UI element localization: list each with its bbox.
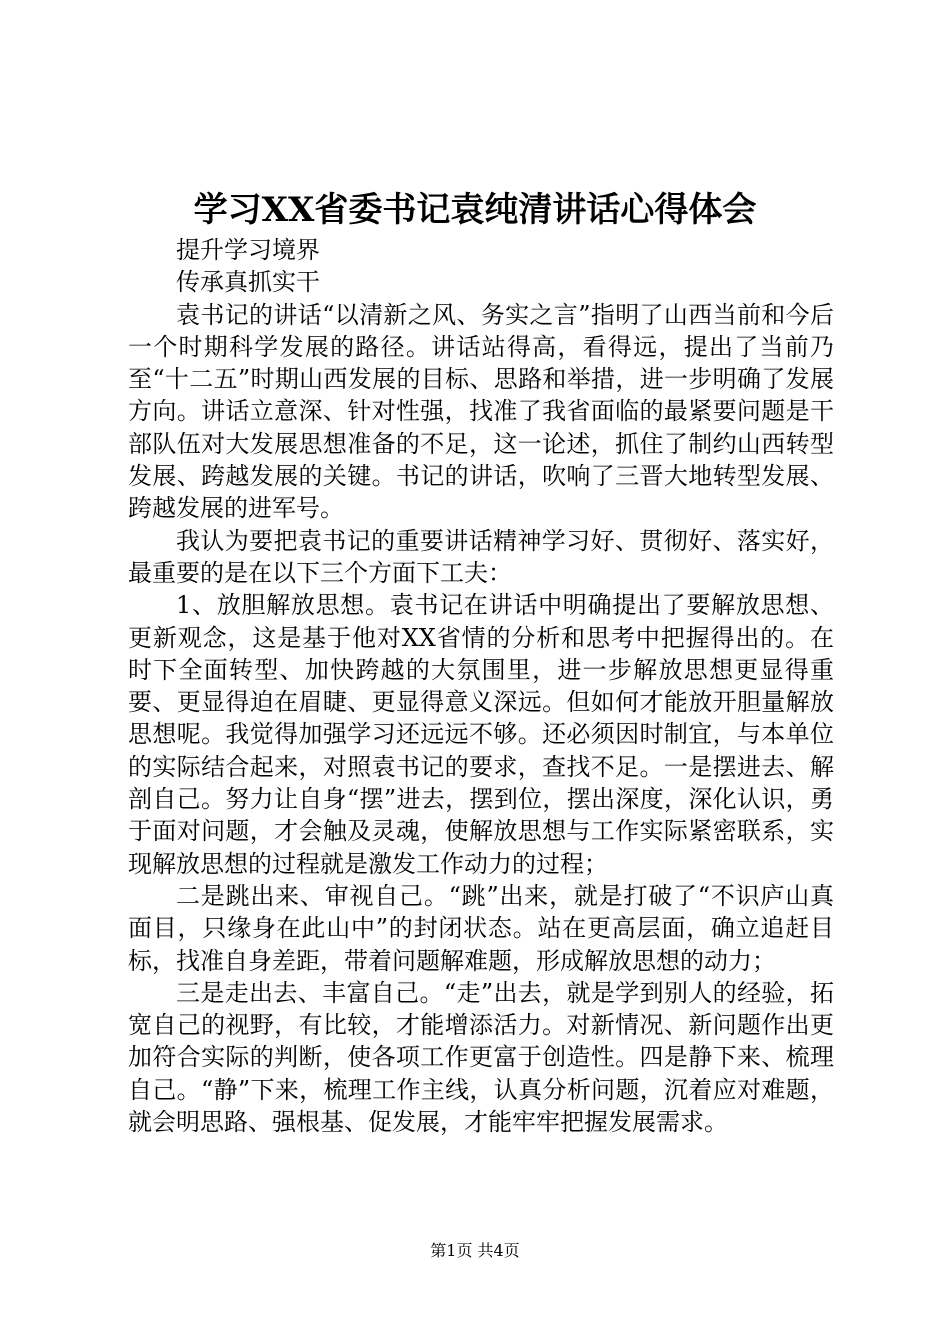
paragraph-point-1: 1、放胆解放思想。袁书记在讲话中明确提出了要解放思想、更新观念，这是基于他对XX省情的分析和思考中把握得出的。在时下全面转型、加快跨越的大氛围里，进一步解放思想更显得重要、更显得迫在眉睫、更显得意义深远。但如何才能放开胆量解放思想呢。我觉得加强学习还远远不够。还必须因时制宜，与本单位的实际结合起来，对照袁书记的要求，查找不足。一是摆进去、解剖自己。努力让自身“摆”进去，摆到位，摆出深度，深化认识，勇于面对问题，才会触及灵魂，使解放思想与工作实际紧密联系，实现解放思想的过程就是激发工作动力的过程；: [128, 591, 834, 878]
subheading-1: 提升学习境界: [176, 236, 320, 264]
subheading-2: 传承真抓实干: [176, 268, 320, 297]
paragraph-intro: 袁书记的讲话“以清新之风、务实之言”指明了山西当前和今后一个时期科学发展的路径。讲话站得高，看得远，提出了当前乃至“十二五”时期山西发展的目标、思路和举措，进一步明确了发展方向。讲话立意深、针对性强，找准了我省面临的最紧要问题是干部队伍对大发展思想准备的不足，这一论述，抓住了制约山西转型发展、跨越发展的关键。书记的讲话，吹响了三晋大地转型发展、跨越发展的进军号。: [128, 300, 834, 523]
paragraph-point-2: 二是跳出来、审视自己。“跳”出来，就是打破了“不识庐山真面目，只缘身在此山中”的封闭状态。站在更高层面，确立追赶目标，找准自身差距，带着问题解难题，形成解放思想的动力；: [128, 881, 834, 975]
document-body: [128, 234, 834, 1138]
paragraph-point-3: 三是走出去、丰富自己。“走”出去，就是学到别人的经验，拓宽自己的视野，有比较，才能增添活力。对新情况、新问题作出更加符合实际的判断，使各项工作更富于创造性。四是静下来、梳理自己。“静”下来，梳理工作主线，认真分析问题，沉着应对难题，就会明思路、强根基、促发展，才能牢牢把握发展需求。: [128, 978, 834, 1137]
document-title: 学习XX省委书记袁纯清讲话心得体会: [193, 190, 757, 230]
paragraph-three-aspects: 我认为要把袁书记的重要讲话精神学习好、贯彻好、落实好，最重要的是在以下三个方面下工夫：: [128, 526, 834, 587]
page-footer: 第1页 共4页: [430, 1241, 520, 1260]
